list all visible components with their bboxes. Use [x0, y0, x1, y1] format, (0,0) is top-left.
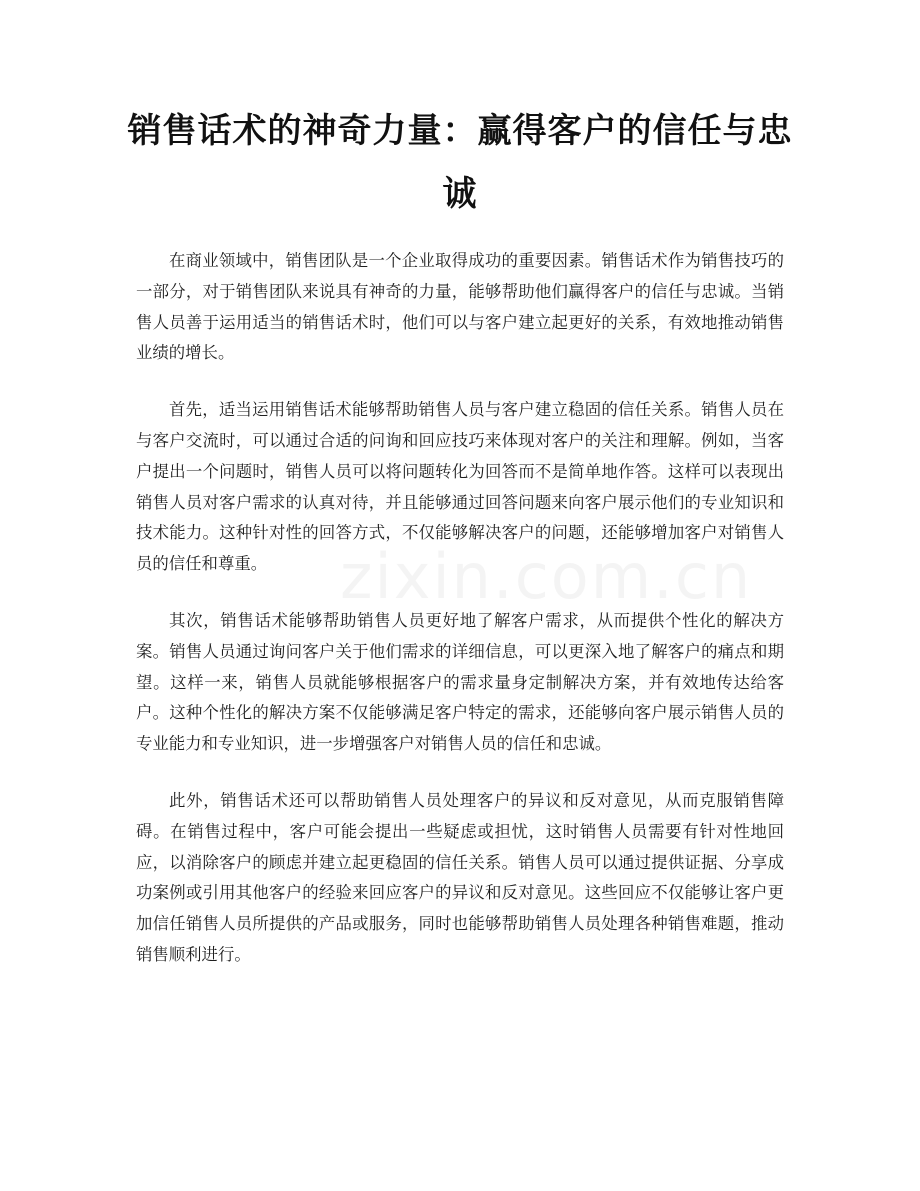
paragraph-2: 首先，适当运用销售话术能够帮助销售人员与客户建立稳固的信任关系。销售人员在与客户交流时，可以通过合适的问询和回应技巧来体现对客户的关注和理解。例如，当客户提出一个问题时，销售人员可以将问题转化为回答而不是简单地作答。这样可以表现出销售人员对客户需求的认真对待，并且能够通过回答问题来向客户展示他们的专业知识和技术能力。这种针对性的回答方式，不仅能够解决客户的问题，还能够增加客户对销售人员的信任和尊重。 — [136, 400, 784, 574]
document-title: 销售话术的神奇力量：赢得客户的信任与忠诚 — [127, 111, 793, 214]
watermark: zixin.com.cn — [340, 540, 753, 613]
paragraph-4: 此外，销售话术还可以帮助销售人员处理客户的异议和反对意见，从而克服销售障碍。在销售过程中，客户可能会提出一些疑虑或担忧，这时销售人员需要有针对性地回应，以消除客户的顾虑并建立起更稳固的信任关系。销售人员可以通过提供证据、分享成功案例或引用其他客户的经验来回应客户的异议和反对意见。这些回应不仅能够让客户更加信任销售人员所提供的产品或服务，同时也能够帮助销售人员处理各种销售难题，推动销售顺利进行。 — [136, 790, 784, 964]
paragraph-1: 在商业领域中，销售团队是一个企业取得成功的重要因素。销售话术作为销售技巧的一部分，对于销售团队来说具有神奇的力量，能够帮助他们赢得客户的信任与忠诚。当销售人员善于运用适当的销售话术时，他们可以与客户建立起更好的关系，有效地推动销售业绩的增长。 — [136, 251, 784, 363]
paragraph-3: 其次，销售话术能够帮助销售人员更好地了解客户需求，从而提供个性化的解决方案。销售人员通过询问客户关于他们需求的详细信息，可以更深入地了解客户的痛点和期望。这样一来，销售人员就能够根据客户的需求量身定制解决方案，并有效地传达给客户。这种个性化的解决方案不仅能够满足客户特定的需求，还能够向客户展示销售人员的专业能力和专业知识，进一步增强客户对销售人员的信任和忠诚。 — [136, 610, 784, 754]
document-body — [136, 246, 784, 997]
